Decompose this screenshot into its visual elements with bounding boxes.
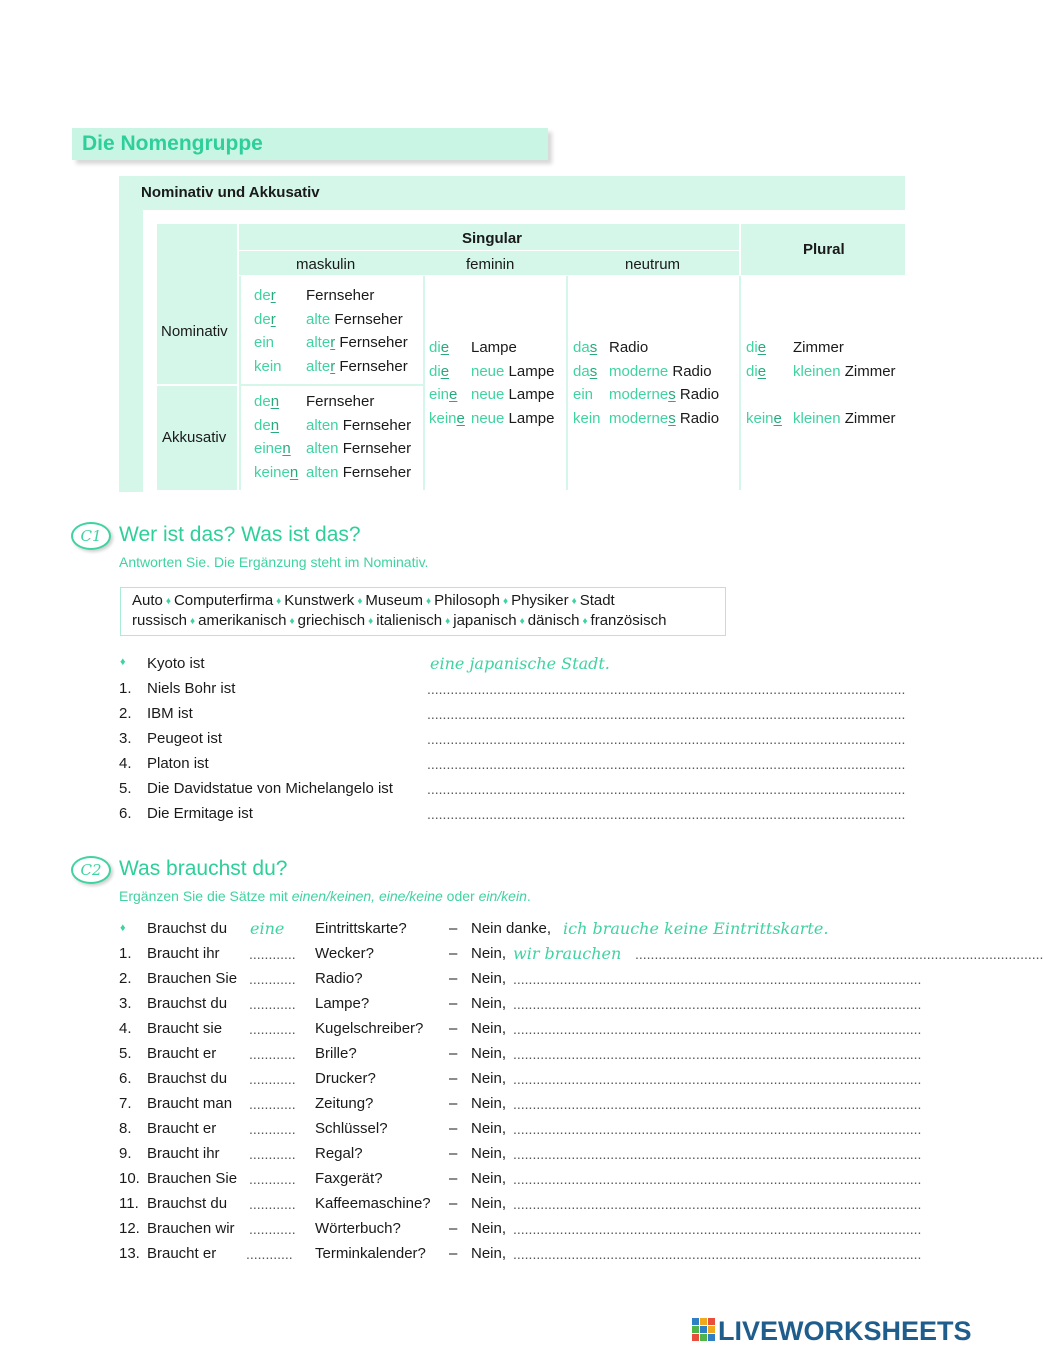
article-blank[interactable]: ............	[249, 996, 296, 1012]
answer-line[interactable]: .........................................................................................................	[513, 1146, 922, 1162]
item-number: 1.	[119, 945, 132, 962]
noun: Fernseher	[342, 416, 412, 434]
article-ending: r	[270, 287, 276, 304]
noun-phrase-cell	[471, 339, 517, 356]
answer-nein: Nein,	[471, 1245, 507, 1262]
word-option: russisch	[132, 612, 188, 629]
separator-diamond-icon: ♦	[519, 616, 525, 627]
c2-example-article: eine	[250, 919, 285, 938]
dash: –	[449, 1070, 458, 1087]
noun: Fernseher	[334, 310, 403, 328]
adjective: moderne	[609, 362, 669, 380]
article-stem: de	[254, 393, 271, 410]
adjective: kleinen	[793, 362, 841, 380]
noun: Fernseher	[342, 440, 412, 457]
article-stem: kein	[746, 409, 774, 427]
item-number: 9.	[119, 1145, 132, 1162]
c2-example-marker: ♦	[120, 922, 126, 934]
noun-phrase-cell	[306, 358, 408, 375]
article-stem: kein	[573, 409, 601, 427]
adjective: alten	[306, 440, 339, 457]
item-number: 3.	[119, 995, 132, 1012]
answer-line[interactable]: .........................................................................................................	[513, 996, 922, 1012]
item-object: Wecker?	[315, 945, 374, 962]
adjective: kleinen	[793, 409, 841, 427]
answer-line[interactable]: .........................................................................................................	[513, 971, 922, 987]
article-ending: e	[449, 386, 458, 403]
separator-diamond-icon: ♦	[190, 616, 196, 627]
word-option: Stadt	[579, 592, 615, 609]
separator-diamond-icon: ♦	[289, 616, 295, 627]
separator-diamond-icon: ♦	[502, 596, 509, 607]
item-number: 4.	[119, 1020, 132, 1037]
article-stem: kein	[429, 409, 457, 427]
item-number: 8.	[119, 1120, 132, 1137]
row-divider	[241, 384, 423, 386]
c2-example-answer: ich brauche keine Eintrittskarte.	[563, 919, 829, 938]
article-cell	[429, 363, 449, 380]
dash: –	[449, 1170, 458, 1187]
word-option: italienisch	[376, 612, 443, 629]
answer-line[interactable]: .........................................................................................................	[513, 1121, 922, 1137]
separator-diamond-icon: ♦	[276, 596, 282, 607]
article-ending: n	[270, 393, 280, 410]
dash: –	[449, 970, 458, 987]
answer-line[interactable]: .........................................................................................................	[513, 1246, 922, 1262]
noun-phrase-cell	[609, 339, 648, 356]
item-object: Regal?	[315, 1145, 363, 1162]
item-subject: Brauchst du	[147, 995, 228, 1012]
dash: –	[449, 1195, 458, 1212]
article-stem: de	[254, 416, 271, 434]
article-ending: e	[757, 339, 767, 356]
article-stem: ein	[254, 334, 275, 351]
noun-phrase-cell	[306, 417, 411, 434]
noun: Fernseher	[339, 334, 408, 351]
answer-line[interactable]: ...........................................................................................................................	[427, 756, 906, 772]
adjective-ending: r	[330, 357, 336, 375]
article-stem: eine	[254, 440, 283, 457]
col-divider	[423, 276, 425, 490]
article-blank[interactable]: ............	[249, 971, 296, 987]
noun: Radio	[609, 339, 649, 356]
article-cell	[254, 393, 279, 410]
item-object: Brille?	[315, 1045, 357, 1062]
noun-phrase-cell	[609, 410, 719, 427]
c2-instruction-em: einen/keinen, eine/keine	[291, 888, 443, 904]
c1-example-prompt: Kyoto ist	[147, 655, 205, 672]
noun: Lampe	[508, 386, 555, 403]
article-ending: n	[289, 463, 299, 481]
section-header	[72, 128, 548, 160]
noun-phrase-cell	[609, 386, 719, 403]
item-number: 10.	[119, 1170, 140, 1187]
adjective: alte	[306, 357, 331, 375]
noun-phrase-cell	[471, 410, 554, 427]
answer-line[interactable]: .........................................................................................................	[513, 1221, 922, 1237]
article-cell	[254, 464, 298, 481]
word-option: amerikanisch	[198, 612, 287, 629]
dash: –	[449, 1145, 458, 1162]
answer-nein: Nein,	[471, 1170, 507, 1187]
answer-nein: Nein,	[471, 1195, 507, 1212]
adjective: neue	[471, 409, 505, 427]
article-ending: e	[456, 409, 465, 427]
c1-example-answer: eine japanische Stadt.	[430, 654, 610, 673]
c1-instruction: Antworten Sie. Die Ergänzung steht im Nominativ.	[119, 554, 429, 570]
c2-instruction	[119, 888, 531, 904]
item-number: 5.	[119, 1045, 132, 1062]
answer-line[interactable]: ...........................................................................................................................	[427, 706, 906, 722]
gender-maskulin: maskulin	[296, 256, 356, 273]
handwritten-answer: wir brauchen	[513, 944, 622, 963]
article-cell	[254, 358, 282, 375]
separator-diamond-icon: ♦	[357, 596, 363, 607]
noun: Zimmer	[844, 409, 896, 427]
noun: Radio	[679, 409, 720, 427]
answer-nein: Nein,	[471, 995, 507, 1012]
adjective: alte	[306, 310, 331, 328]
item-number: 7.	[119, 1095, 132, 1112]
item-subject: Braucht ihr	[147, 945, 220, 962]
article-cell	[573, 386, 593, 403]
article-ending: n	[270, 416, 280, 434]
answer-line[interactable]: .........................................................................................................	[513, 1071, 922, 1087]
answer-line[interactable]: ...........................................................................................................................	[427, 731, 906, 747]
dash: –	[449, 1095, 458, 1112]
noun: Lampe	[508, 409, 555, 427]
item-subject: Braucht ihr	[147, 1145, 220, 1162]
c1-example-marker: ♦	[120, 656, 126, 668]
noun-phrase-cell	[306, 464, 411, 481]
article-cell	[429, 410, 465, 427]
article-stem: da	[573, 339, 590, 356]
noun: Fernseher	[342, 463, 412, 481]
noun: Radio	[672, 362, 712, 380]
article-cell	[254, 287, 276, 304]
article-ending: e	[440, 339, 450, 356]
word-option: dänisch	[527, 612, 580, 629]
item-subject: Brauchst du	[147, 1070, 228, 1087]
answer-line[interactable]: .........................................................................................................	[513, 1021, 922, 1037]
logo-blocks-icon	[692, 1318, 716, 1342]
item-number: 6.	[119, 805, 132, 822]
dash: –	[449, 1220, 458, 1237]
separator-diamond-icon: ♦	[571, 596, 577, 607]
item-object: Radio?	[315, 970, 363, 987]
word-option: französisch	[590, 612, 667, 629]
answer-nein: Nein,	[471, 1120, 507, 1137]
item-prompt: Platon ist	[147, 755, 209, 772]
word-option: Kunstwerk	[284, 592, 355, 609]
article-cell	[254, 417, 279, 434]
article-ending: e	[773, 409, 782, 427]
noun: Fernseher	[306, 287, 375, 304]
noun: Zimmer	[793, 339, 844, 356]
answer-nein: Nein,	[471, 1070, 507, 1087]
article-cell	[573, 339, 597, 356]
answer-nein: Nein,	[471, 1095, 507, 1112]
article-cell	[429, 339, 449, 356]
item-object: Schlüssel?	[315, 1120, 388, 1137]
item-object: Zeitung?	[315, 1095, 374, 1112]
answer-line[interactable]: ...........................................................................................................................	[427, 806, 906, 822]
item-subject: Braucht er	[147, 1045, 217, 1062]
word-option: griechisch	[297, 612, 366, 629]
noun-phrase-cell	[793, 363, 896, 380]
separator-diamond-icon: ♦	[368, 616, 374, 627]
noun: Fernseher	[306, 393, 375, 410]
c2-example-object: Eintrittskarte?	[315, 920, 407, 937]
col-divider	[739, 276, 741, 490]
item-prompt: Niels Bohr ist	[147, 680, 236, 697]
noun: Fernseher	[339, 357, 408, 375]
adjective: neue	[471, 362, 505, 380]
noun-phrase-cell	[471, 386, 554, 403]
noun-phrase-cell	[306, 393, 374, 410]
item-prompt: Die Ermitage ist	[147, 805, 253, 822]
section-title: Die Nomengruppe	[82, 132, 263, 155]
c2-instruction-mid: oder	[442, 888, 479, 904]
article-ending: r	[270, 310, 276, 328]
word-option: Museum	[365, 592, 423, 609]
noun-phrase-cell	[471, 363, 554, 380]
noun: Lampe	[508, 362, 555, 380]
adjective-ending: r	[330, 334, 336, 351]
dash: –	[449, 1045, 458, 1062]
c2-instruction-pre: Ergänzen Sie die Sätze mit	[119, 888, 292, 904]
case-label-cell-nom	[157, 224, 237, 384]
article-ending: e	[440, 362, 450, 380]
article-cell	[254, 311, 276, 328]
item-number: 2.	[119, 705, 132, 722]
separator-diamond-icon: ♦	[445, 616, 451, 627]
article-ending: s	[589, 362, 598, 380]
article-blank[interactable]: ............	[249, 1146, 296, 1162]
noun: Radio	[679, 386, 720, 403]
separator-diamond-icon: ♦	[165, 596, 171, 607]
col-divider	[239, 276, 241, 490]
item-object: Lampe?	[315, 995, 370, 1012]
plural-header: Plural	[803, 241, 845, 258]
c1-title: Wer ist das? Was ist das?	[119, 523, 361, 546]
answer-nein: Nein,	[471, 945, 507, 962]
item-subject: Braucht er	[147, 1245, 217, 1262]
item-object: Kaffeemaschine?	[315, 1195, 431, 1212]
c2-example-dash: –	[449, 920, 458, 937]
article-stem: de	[254, 287, 271, 304]
item-number: 6.	[119, 1070, 132, 1087]
article-ending: e	[757, 362, 767, 380]
dash: –	[449, 1120, 458, 1137]
answer-nein: Nein,	[471, 1020, 507, 1037]
c2-badge: C2	[71, 856, 111, 884]
noun-phrase-cell	[306, 287, 374, 304]
item-subject: Brauchen Sie	[147, 1170, 238, 1187]
word-option: japanisch	[453, 612, 517, 629]
noun: Zimmer	[844, 362, 896, 380]
noun-phrase-cell	[793, 410, 896, 427]
adjective-ending: s	[668, 386, 676, 403]
adjective: alten	[306, 416, 339, 434]
item-number: 11.	[119, 1195, 139, 1212]
article-stem: di	[429, 362, 441, 380]
noun-phrase-cell	[609, 363, 712, 380]
article-blank[interactable]: ............	[249, 1221, 296, 1237]
item-object: Terminkalender?	[315, 1245, 426, 1262]
article-blank[interactable]: ............	[249, 946, 296, 962]
case-nominativ: Nominativ	[161, 323, 228, 340]
article-cell	[746, 410, 782, 427]
item-subject: Braucht er	[147, 1120, 217, 1137]
article-stem: di	[746, 339, 758, 356]
word-option: Physiker	[511, 592, 569, 609]
adjective: alten	[306, 463, 339, 481]
item-subject: Braucht man	[147, 1095, 233, 1112]
answer-line[interactable]: .........................................................................................................	[513, 1196, 922, 1212]
separator-diamond-icon: ♦	[582, 616, 588, 627]
item-object: Faxgerät?	[315, 1170, 383, 1187]
item-subject: Brauchen Sie	[147, 970, 238, 987]
gender-neutrum: neutrum	[625, 256, 681, 273]
item-number: 2.	[119, 970, 132, 987]
answer-line[interactable]: .........................................................................................................	[513, 1171, 922, 1187]
c1-badge: C1	[71, 522, 111, 550]
answer-line[interactable]: .........................................................................................................	[635, 946, 1043, 962]
word-list-adjectives	[132, 612, 666, 629]
article-blank[interactable]: ............	[249, 1071, 296, 1087]
logo-text: LIVEWORKSHEETS	[718, 1316, 972, 1346]
word-box	[120, 587, 726, 636]
singular-header: Singular	[462, 230, 523, 247]
dash: –	[449, 1245, 458, 1262]
article-blank[interactable]: ............	[249, 1021, 296, 1037]
item-object: Wörterbuch?	[315, 1220, 401, 1237]
item-number: 3.	[119, 730, 132, 747]
adjective: alte	[306, 334, 331, 351]
item-number: 4.	[119, 755, 132, 772]
word-list-nouns	[132, 592, 615, 609]
article-blank[interactable]: ............	[246, 1246, 293, 1262]
noun-phrase-cell	[793, 339, 844, 356]
article-stem: kein	[254, 357, 282, 375]
gender-feminin: feminin	[466, 256, 515, 273]
article-blank[interactable]: ............	[249, 1171, 296, 1187]
adjective: neue	[471, 386, 505, 403]
article-blank[interactable]: ............	[249, 1096, 296, 1112]
c2-instruction-em2: ein/kein	[478, 888, 527, 904]
item-number: 13.	[119, 1245, 140, 1262]
article-stem: da	[573, 362, 590, 380]
answer-nein: Nein,	[471, 1045, 507, 1062]
case-akkusativ: Akkusativ	[162, 429, 227, 446]
item-number: 12.	[119, 1220, 140, 1237]
article-blank[interactable]: ............	[249, 1121, 296, 1137]
noun-phrase-cell	[306, 440, 411, 457]
article-cell	[573, 363, 597, 380]
word-option: Computerfirma	[173, 592, 274, 609]
article-stem: di	[746, 362, 758, 380]
item-prompt: Die Davidstatue von Michelangelo ist	[147, 780, 393, 797]
c2-example-answer-prefix: Nein danke,	[471, 920, 552, 937]
article-ending: s	[589, 339, 598, 356]
article-stem: di	[429, 339, 441, 356]
adjective: moderne	[609, 409, 669, 427]
noun-phrase-cell	[306, 334, 408, 351]
item-subject: Braucht sie	[147, 1020, 223, 1037]
item-number: 1.	[119, 680, 132, 697]
item-subject: Brauchen wir	[147, 1220, 235, 1237]
col-divider	[566, 276, 568, 490]
article-ending: n	[282, 440, 291, 457]
grammar-subtitle: Nominativ und Akkusativ	[141, 184, 320, 201]
noun-phrase-cell	[306, 311, 403, 328]
item-prompt: IBM ist	[147, 705, 193, 722]
dash: –	[449, 995, 458, 1012]
article-stem: ein	[573, 386, 594, 403]
separator-diamond-icon: ♦	[425, 596, 432, 607]
adjective-ending: s	[668, 409, 676, 427]
article-blank[interactable]: ............	[249, 1196, 296, 1212]
item-number: 5.	[119, 780, 132, 797]
answer-line[interactable]: .........................................................................................................	[513, 1096, 922, 1112]
c2-instruction-post: .	[526, 888, 531, 904]
item-object: Kugelschreiber?	[315, 1020, 424, 1037]
word-option: Philosoph	[434, 592, 500, 609]
c2-example-subject: Brauchst du	[147, 920, 228, 937]
answer-line[interactable]: .........................................................................................................	[513, 1046, 922, 1062]
answer-line[interactable]: ...........................................................................................................................	[427, 681, 906, 697]
article-cell	[254, 334, 274, 351]
article-cell	[573, 410, 601, 427]
word-option: Auto	[132, 592, 163, 609]
dash: –	[449, 945, 458, 962]
answer-line[interactable]: ...........................................................................................................................	[427, 781, 906, 797]
item-object: Drucker?	[315, 1070, 376, 1087]
answer-nein: Nein,	[471, 1220, 507, 1237]
article-stem: keine	[254, 463, 290, 481]
answer-nein: Nein,	[471, 970, 507, 987]
article-stem: ein	[429, 386, 450, 403]
noun: Lampe	[471, 339, 517, 356]
article-cell	[429, 386, 457, 403]
answer-nein: Nein,	[471, 1145, 507, 1162]
article-cell	[746, 363, 766, 380]
item-subject: Brauchst du	[147, 1195, 228, 1212]
adjective: moderne	[609, 386, 669, 403]
article-stem: de	[254, 310, 271, 328]
article-cell	[254, 440, 291, 457]
article-cell	[746, 339, 766, 356]
c2-title: Was brauchst du?	[119, 857, 288, 880]
dash: –	[449, 1020, 458, 1037]
article-blank[interactable]: ............	[249, 1046, 296, 1062]
item-prompt: Peugeot ist	[147, 730, 223, 747]
